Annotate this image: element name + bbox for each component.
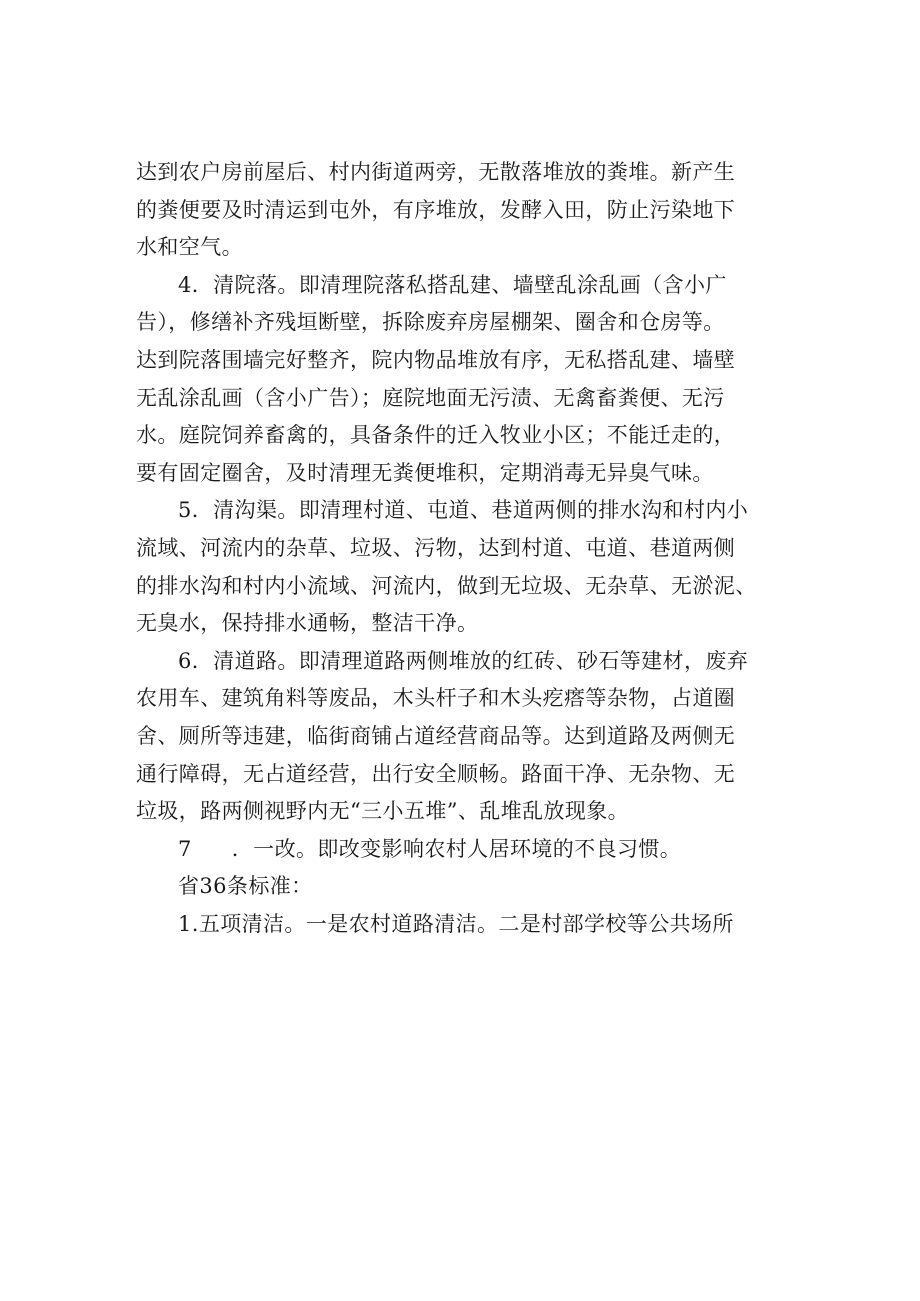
text-line: 达到农户房前屋后、村内街道两旁，无散落堆放的粪堆。新产生 bbox=[136, 160, 736, 184]
text-line: 流域、河流内的杂草、垃圾、污物，达到村道、屯道、巷道两侧 bbox=[136, 535, 736, 560]
text-line: 要有固定圈舍，及时清理无粪便堆积，定期消毒无异臭气味。 bbox=[136, 460, 714, 485]
item-7-line bbox=[136, 831, 800, 869]
document-body bbox=[136, 154, 800, 943]
item-7-number: 7 bbox=[178, 836, 192, 861]
text-line: 达到院落围墙完好整齐，院内物品堆放有序，无私搭乱建、墙壁 bbox=[136, 347, 736, 372]
text-line: 1.五项清洁。一是农村道路清洁。二是村部学校等公共场所 bbox=[178, 911, 734, 936]
text-line: 农用车、建筑角料等废品，木头杆子和木头疙瘩等杂物，占道圈 bbox=[136, 686, 736, 711]
item-7-text: ．一改。即改变影响农村人居环境的不良习惯。 bbox=[231, 836, 682, 861]
text-line: 水和空气。 bbox=[136, 235, 243, 260]
text-line: 告），修缮补齐残垣断壁，拆除废弃房屋棚架、圈舍和仓房等。 bbox=[136, 310, 725, 335]
text-line: 水。庭院饲养畜禽的，具备条件的迁入牧业小区；不能迁走的， bbox=[136, 423, 736, 448]
text-line: 6．清道路。即清理道路两侧堆放的红砖、砂石等建材，废弃 bbox=[178, 648, 749, 673]
text-line: 省36条标准： bbox=[178, 874, 313, 899]
paragraph-block bbox=[136, 154, 800, 831]
text-line: 的排水沟和村内小流域、河流内，做到无垃圾、无杂草、无淤泥、 bbox=[136, 573, 757, 598]
text-line: 无乱涂乱画（含小广告）；庭院地面无污渍、无禽畜粪便、无污 bbox=[136, 385, 725, 410]
text-line: 无臭水，保持排水通畅，整洁干净。 bbox=[136, 611, 479, 636]
text-line: 舍、厕所等违建，临街商铺占道经营商品等。达到道路及两侧无 bbox=[136, 723, 736, 748]
text-line: 垃圾，路两侧视野内无“三小五堆”、乱堆乱放现象。 bbox=[136, 799, 630, 824]
tail-paragraph-block bbox=[136, 868, 800, 943]
text-line: 的粪便要及时清运到屯外，有序堆放，发酵入田，防止污染地下 bbox=[136, 197, 736, 222]
text-line: 4．清院落。即清理院落私搭乱建、墙壁乱涂乱画（含小广 bbox=[178, 272, 727, 297]
text-line: 5．清沟渠。即清理村道、屯道、巷道两侧的排水沟和村内小 bbox=[178, 498, 749, 523]
text-line: 通行障碍，无占道经营，出行安全顺畅。路面干净、无杂物、无 bbox=[136, 761, 736, 786]
